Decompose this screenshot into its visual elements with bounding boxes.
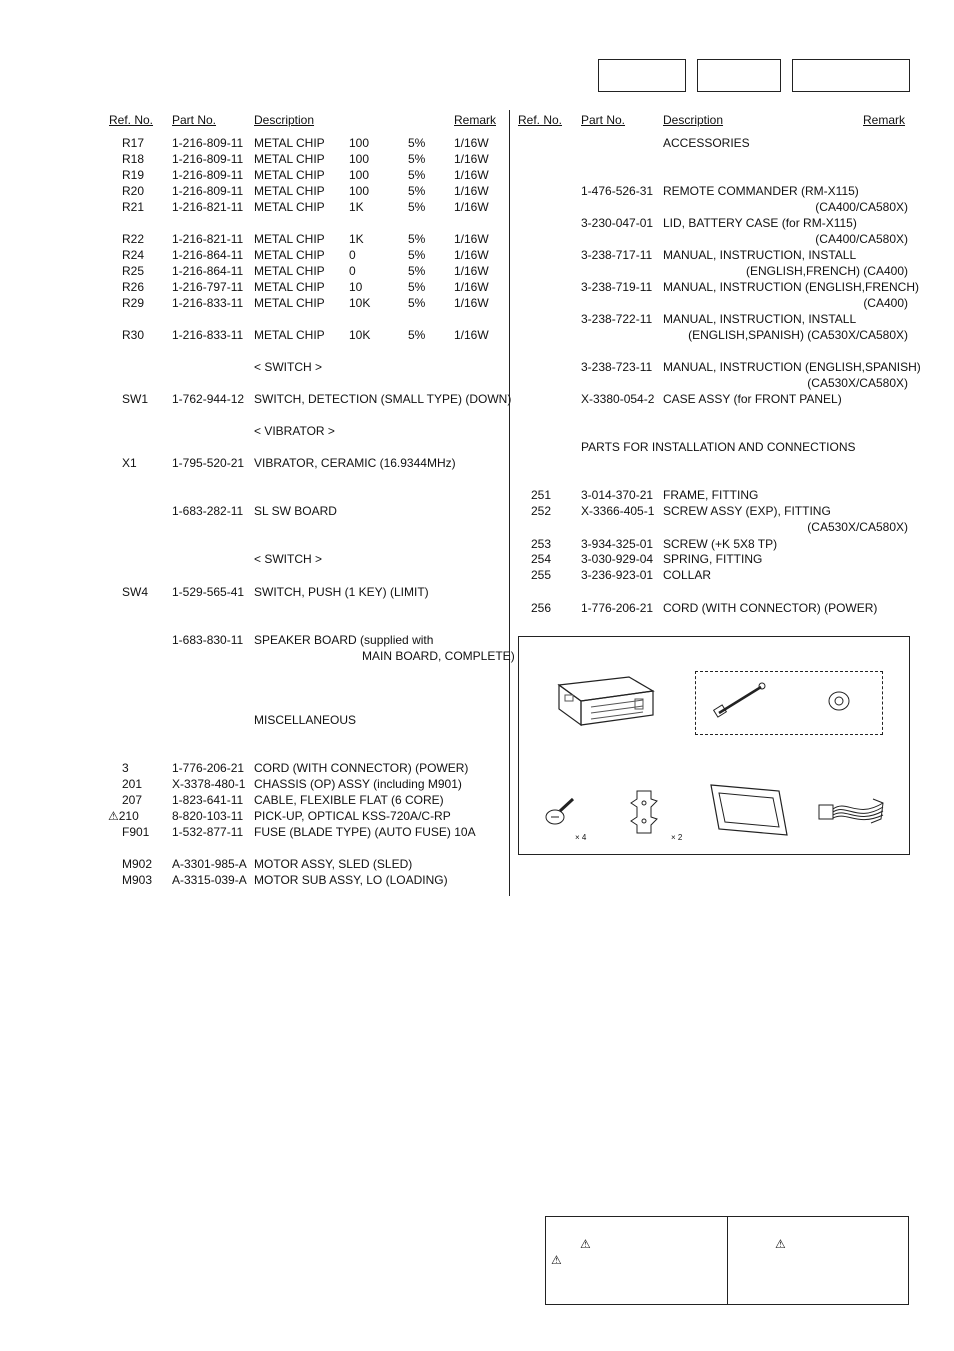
left-row-tolerance: 5% <box>408 200 426 214</box>
right-header-ref: Ref. No. <box>518 113 563 127</box>
right-row-part: 1-476-526-31 <box>581 184 654 198</box>
right-row-part: 3-230-047-01 <box>581 216 654 230</box>
left-row-desc: SL SW BOARD <box>254 504 337 518</box>
warning-icon-3: ⚠ <box>775 1237 786 1251</box>
right-row-part: 3-238-723-11 <box>581 360 653 374</box>
left-row-desc: CABLE, FLEXIBLE FLAT (6 CORE) <box>254 793 444 807</box>
right-row-desc: CORD (WITH CONNECTOR) (POWER) <box>663 601 878 615</box>
left-row-part: 1-216-864-11 <box>172 248 244 262</box>
left-row-remark: 1/16W <box>454 248 489 262</box>
right-header-remark: Remark <box>863 113 906 127</box>
left-row-part: 1-216-809-11 <box>172 136 244 150</box>
right-row-part: 3-238-719-11 <box>581 280 653 294</box>
right-row-desc: MANUAL, INSTRUCTION (ENGLISH,FRENCH) <box>663 280 920 294</box>
column-divider <box>509 110 510 896</box>
collar-illustration <box>825 687 853 715</box>
left-row-remark: 1/16W <box>454 264 489 278</box>
left-row-ref: 201 <box>122 777 143 791</box>
left-row-desc: FUSE (BLADE TYPE) (AUTO FUSE) 10A <box>254 825 476 839</box>
right-row-ref: 254 <box>531 552 552 566</box>
right-row-part: X-3366-405-1 <box>581 504 655 518</box>
left-header-ref: Ref. No. <box>109 113 154 127</box>
right-row-desc: (ENGLISH,SPANISH) (CA530X/CA580X) <box>688 328 908 342</box>
left-row-remark: 1/16W <box>454 136 489 150</box>
right-row-desc: (ENGLISH,FRENCH) (CA400) <box>745 264 908 278</box>
left-row-part: 1-762-944-12 <box>172 392 245 406</box>
right-row-part: 3-014-370-21 <box>581 488 654 502</box>
left-header-part: Part No. <box>172 113 217 127</box>
right-row-desc: FRAME, FITTING <box>663 488 759 502</box>
left-row-remark: 1/16W <box>454 280 489 294</box>
power-cord-illustration <box>817 795 887 829</box>
left-row-desc: METAL CHIP <box>254 248 325 262</box>
left-row-desc: METAL CHIP <box>254 200 325 214</box>
left-row-remark: 1/16W <box>454 296 489 310</box>
left-row-ref: R18 <box>122 152 145 166</box>
left-row-part: 1-216-809-11 <box>172 168 244 182</box>
left-row-desc: MOTOR ASSY, SLED (SLED) <box>254 857 413 871</box>
right-row-desc: MANUAL, INSTRUCTION (ENGLISH,SPANISH) <box>663 360 921 374</box>
right-row-part: 3-236-923-01 <box>581 568 654 582</box>
right-row-desc: (CA400/CA580X) <box>815 232 908 246</box>
left-row-ref: SW4 <box>122 585 149 599</box>
left-row-desc: METAL CHIP <box>254 296 325 310</box>
left-row-ref: R20 <box>122 184 145 198</box>
left-row-part: 1-216-833-11 <box>172 328 244 342</box>
left-row-part: 1-216-797-11 <box>172 280 244 294</box>
right-row-part: 3-238-717-11 <box>581 248 653 262</box>
right-row-desc: (CA530X/CA580X) <box>807 520 908 534</box>
spring-quantity: × 2 <box>671 833 683 842</box>
left-row-ref: X1 <box>122 456 137 470</box>
left-row-remark: 1/16W <box>454 328 489 342</box>
left-row-ref: R21 <box>122 200 145 214</box>
left-row-part: 1-823-641-11 <box>172 793 244 807</box>
left-row-ref: R22 <box>122 232 145 246</box>
left-row-ref: R29 <box>122 296 145 310</box>
left-row-ref: R24 <box>122 248 145 262</box>
right-row-part: 3-238-722-11 <box>581 312 653 326</box>
left-row-part: 1-776-206-21 <box>172 761 245 775</box>
left-row-remark: 1/16W <box>454 232 489 246</box>
warning-icon-1: ⚠ <box>580 1237 591 1251</box>
spring-fitting-illustration <box>627 787 663 837</box>
left-header-remark: Remark <box>454 113 497 127</box>
warning-icon-2: ⚠ <box>551 1253 562 1267</box>
right-row-part: 3-934-325-01 <box>581 537 654 551</box>
left-row-value: 10 <box>349 280 363 294</box>
left-row-tolerance: 5% <box>408 152 426 166</box>
left-row-part: 1-216-821-11 <box>172 232 244 246</box>
left-row-desc: < SWITCH > <box>254 360 323 374</box>
left-row-desc: METAL CHIP <box>254 152 325 166</box>
left-row-part: X-3378-480-1 <box>172 777 246 791</box>
safety-note-divider <box>727 1217 728 1304</box>
left-row-value: 1K <box>349 232 364 246</box>
left-row-desc: SWITCH, DETECTION (SMALL TYPE) (DOWN) <box>254 392 512 406</box>
left-row-tolerance: 5% <box>408 280 426 294</box>
left-row-value: 10K <box>349 328 371 342</box>
left-row-desc: < VIBRATOR > <box>254 424 335 438</box>
right-row-ref: 256 <box>531 601 552 615</box>
right-row-part: PARTS FOR INSTALLATION AND CONNECTIONS <box>581 440 856 454</box>
left-row-desc: MISCELLANEOUS <box>254 713 357 727</box>
header-box-3 <box>792 59 910 92</box>
right-header-desc: Description <box>663 113 724 127</box>
right-row-desc: (CA400/CA580X) <box>815 200 908 214</box>
left-row-value: 0 <box>349 248 356 262</box>
left-row-tolerance: 5% <box>408 136 426 150</box>
left-row-part: 1-683-830-11 <box>172 633 244 647</box>
right-header-part: Part No. <box>581 113 626 127</box>
left-row-desc: CORD (WITH CONNECTOR) (POWER) <box>254 761 469 775</box>
screw-illustration <box>543 793 579 829</box>
left-row-ref: M903 <box>122 873 153 887</box>
left-row-ref: R17 <box>122 136 145 150</box>
header-box-1 <box>598 59 686 92</box>
left-row-part: 1-216-821-11 <box>172 200 244 214</box>
left-row-remark: 1/16W <box>454 200 489 214</box>
left-row-desc: MOTOR SUB ASSY, LO (LOADING) <box>254 873 448 887</box>
left-row-tolerance: 5% <box>408 248 426 262</box>
left-row-ref: R25 <box>122 264 145 278</box>
right-row-desc: (CA530X/CA580X) <box>807 376 908 390</box>
left-row-desc: < SWITCH > <box>254 552 323 566</box>
left-row-value: 10K <box>349 296 371 310</box>
left-row-desc: PICK-UP, OPTICAL KSS-720A/C-RP <box>254 809 451 823</box>
right-row-desc: (CA400) <box>863 296 908 310</box>
left-row-tolerance: 5% <box>408 168 426 182</box>
left-row-ref: SW1 <box>122 392 149 406</box>
left-row-value: 1K <box>349 200 364 214</box>
left-row-part: 1-795-520-21 <box>172 456 245 470</box>
screw-assy-illustration <box>711 681 771 721</box>
right-row-ref: 255 <box>531 568 552 582</box>
left-row-desc: METAL CHIP <box>254 280 325 294</box>
left-row-part: 1-216-864-11 <box>172 264 244 278</box>
left-row-ref: M902 <box>122 857 153 871</box>
left-row-remark: 1/16W <box>454 152 489 166</box>
right-row-desc: LID, BATTERY CASE (for RM-X115) <box>663 216 857 230</box>
right-row-part: 3-030-929-04 <box>581 552 654 566</box>
right-row-desc: REMOTE COMMANDER (RM-X115) <box>663 184 859 198</box>
left-row-tolerance: 5% <box>408 232 426 246</box>
right-row-desc: CASE ASSY (for FRONT PANEL) <box>663 392 842 406</box>
left-row-ref: F901 <box>122 825 150 839</box>
right-row-ref: 251 <box>531 488 552 502</box>
right-row-desc: SPRING, FITTING <box>663 552 763 566</box>
left-row-ref: R26 <box>122 280 145 294</box>
screw-quantity: × 4 <box>575 833 587 842</box>
left-row-tolerance: 5% <box>408 296 426 310</box>
left-row-part: 1-216-809-11 <box>172 152 244 166</box>
left-row-ref: 3 <box>122 761 129 775</box>
parts-figure <box>518 636 910 855</box>
left-row-desc: METAL CHIP <box>254 184 325 198</box>
left-row-tolerance: 5% <box>408 328 426 342</box>
right-row-desc: MANUAL, INSTRUCTION, INSTALL <box>663 312 857 326</box>
left-row-desc: SWITCH, PUSH (1 KEY) (LIMIT) <box>254 585 429 599</box>
left-row-value: 0 <box>349 264 356 278</box>
left-row-desc: METAL CHIP <box>254 232 325 246</box>
left-header-desc: Description <box>254 113 315 127</box>
left-row-ref: R30 <box>122 328 145 342</box>
left-row-desc: MAIN BOARD, COMPLETE) <box>362 649 515 663</box>
left-row-desc: SPEAKER BOARD (supplied with <box>254 633 434 647</box>
left-row-part: 1-683-282-11 <box>172 504 244 518</box>
right-row-desc: SCREW (+K 5X8 TP) <box>663 537 778 551</box>
left-row-part: A-3301-985-A <box>172 857 247 871</box>
left-row-ref: R19 <box>122 168 145 182</box>
left-row-part: 1-216-833-11 <box>172 296 244 310</box>
right-row-ref: 253 <box>531 537 552 551</box>
right-row-desc: ACCESSORIES <box>663 136 750 150</box>
left-row-value: 100 <box>349 136 370 150</box>
left-row-part: 1-529-565-41 <box>172 585 245 599</box>
left-row-value: 100 <box>349 184 370 198</box>
right-row-desc: MANUAL, INSTRUCTION, INSTALL <box>663 248 857 262</box>
right-row-ref: 252 <box>531 504 552 518</box>
safety-note-box <box>545 1216 909 1305</box>
left-row-part: A-3315-039-A <box>172 873 247 887</box>
frame-fitting-illustration <box>551 673 661 733</box>
header-box-2 <box>697 59 781 92</box>
left-row-part: 1-216-809-11 <box>172 184 244 198</box>
left-row-value: 100 <box>349 152 370 166</box>
right-row-desc: COLLAR <box>663 568 712 582</box>
left-row-tolerance: 5% <box>408 264 426 278</box>
left-row-ref: ⚠210 <box>108 809 139 823</box>
right-row-part: 1-776-206-21 <box>581 601 654 615</box>
left-row-desc: METAL CHIP <box>254 264 325 278</box>
left-row-value: 100 <box>349 168 370 182</box>
case-frame-illustration <box>707 781 791 839</box>
left-row-remark: 1/16W <box>454 184 489 198</box>
right-row-desc: SCREW ASSY (EXP), FITTING <box>663 504 831 518</box>
left-row-tolerance: 5% <box>408 184 426 198</box>
left-row-remark: 1/16W <box>454 168 489 182</box>
left-row-desc: METAL CHIP <box>254 328 325 342</box>
left-row-ref: 207 <box>122 793 143 807</box>
right-row-part: X-3380-054-2 <box>581 392 655 406</box>
left-row-part: 8-820-103-11 <box>172 809 244 823</box>
left-row-desc: METAL CHIP <box>254 168 325 182</box>
left-row-desc: VIBRATOR, CERAMIC (16.9344MHz) <box>254 456 456 470</box>
left-row-desc: CHASSIS (OP) ASSY (including M901) <box>254 777 462 791</box>
left-row-desc: METAL CHIP <box>254 136 325 150</box>
left-row-part: 1-532-877-11 <box>172 825 244 839</box>
